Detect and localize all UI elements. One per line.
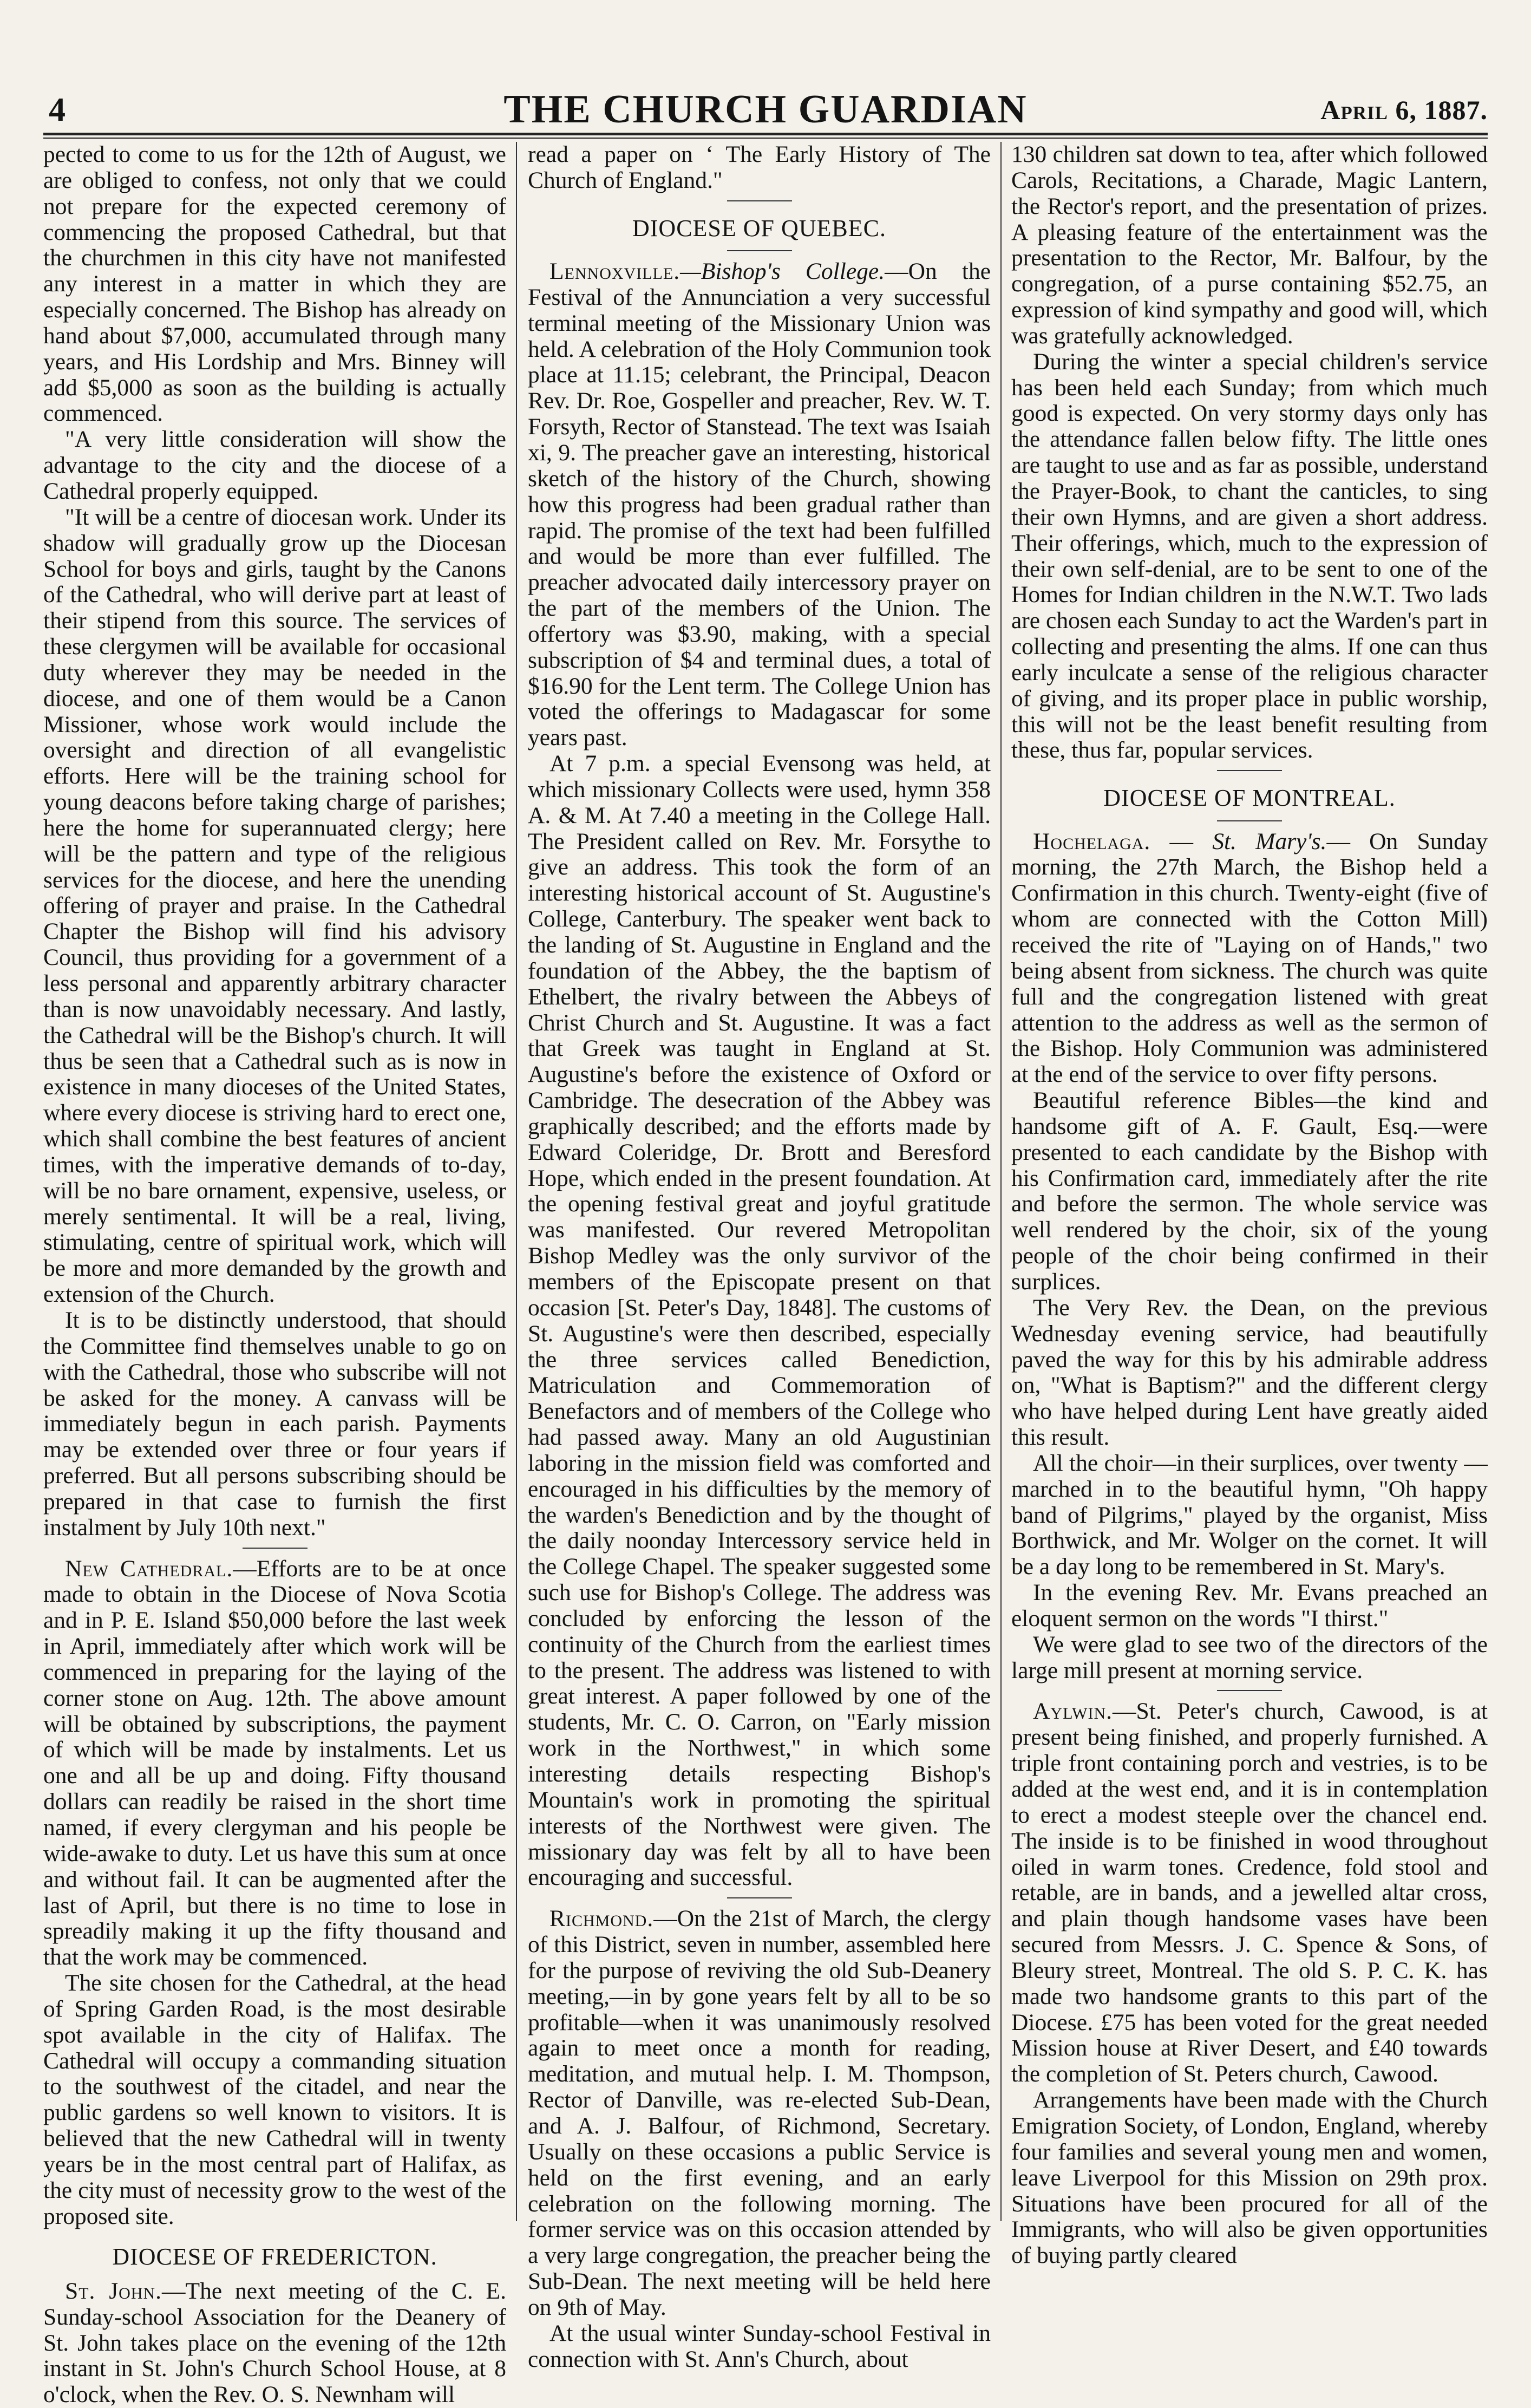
masthead-rule: [43, 133, 1488, 135]
column-1: [43, 141, 506, 2408]
masthead: [43, 87, 1488, 135]
section-divider: [1217, 820, 1282, 821]
section-divider: [243, 1548, 307, 1549]
article-paragraph: We were glad to see two of the directors of the large mill present at morning service.: [1011, 1631, 1488, 1683]
section-divider: [727, 250, 792, 251]
column-divider: [1000, 142, 1002, 2221]
article-paragraph: Richmond.—On the 21st of March, the clergy of this District, seven in number, assembled here for the purpose of reviving the old Sub-Deanery meeting,—in by gone years felt by all to be so profitable—when it was unanimously resolved again to meet once a month for reading, meditation, and mutual help. I. M. Thompson, Rector of Danville, was re-elected Sub-Dean, and A. J. Balfour, of Richmond, Secretary. Usually on these occasions a public Service is held on the first evening, and an early celebration on the following morning. The former service was on this occasion attended by a very large congregation, the preacher being the Sub-Dean. The next meeting will be held here on 9th of May.: [528, 1905, 991, 2320]
article-paragraph: read a paper on ‘ The Early History of The Church of England.": [528, 141, 991, 193]
section-lead: Lennoxville.: [549, 258, 681, 285]
column-divider: [516, 142, 517, 2221]
article-paragraph: During the winter a special children's service has been held each Sunday; from which much good is expected. On very stormy days only has the attendance fallen below fifty. The little ones are taught to use and as far as possible, understand the Prayer-Book, to chant the canticles, to sing their own Hymns, and are given a short address. Their offerings, which, much to the expression of their own self-denial, are to be sent to one of the Homes for Indian children in the N.W.T. Two lads are chosen each Sunday to act the Warden's part in collecting and presenting the alms. If one can thus early inculcate a sense of the religious character of giving, and its proper place in public worship, this will not be the least benefit resulting from these, thus far, popular services.: [1011, 348, 1488, 763]
section-divider: [1217, 770, 1282, 771]
newspaper-title: THE CHURCH GUARDIAN: [503, 87, 1028, 132]
section-divider: [727, 200, 792, 201]
masthead-rule-thin: [43, 138, 1488, 139]
article-paragraph: pected to come to us for the 12th of August, we are obliged to confess, not only that we could not prepare for the expected ceremony of commencing the proposed Cathedral, but that the churchmen in this city have not manifested any interest in a matter in which they are especially concerned. The Bishop has already on hand about $7,000, accumulated through many years, and His Lordship and Mrs. Binney will add $5,000 as soon as the building is actually commenced.: [43, 141, 506, 427]
issue-date: April 6, 1887.: [1320, 95, 1488, 125]
section-divider: [727, 1897, 792, 1898]
article-paragraph: Aylwin.—St. Peter's church, Cawood, is at present being finished, and properly furnished. A triple front containing porch and vestries, is to be added at the west end, and it is in contemplation to erect a modest steeple over the chancel end. The inside is to be finished in wood throughout oiled in warm tones. Credence, fold stool and retable, are in bands, and a jewelled altar cross, and plain though handsome vases have been secured from Messrs. J. C. Spence & Sons, of Bleury street, Montreal. The old S. P. C. K. has made two handsome grants to this part of the Diocese. £75 has been voted for the great needed Mission house at River Desert, and £40 towards the completion of St. Peters church, Cawood.: [1011, 1698, 1488, 2087]
section-divider: [1217, 1690, 1282, 1691]
article-paragraph: New Cathedral.—Efforts are to be at once made to obtain in the Diocese of Nova Scotia and in P. E. Island $50,000 before the last week in April, immediately after which work will be commenced in preparing for the laying of the corner stone on Aug. 12th. The above amount will be obtained by subscriptions, the payment of which will be made by instalments. Let us one and all be up and doing. Fifty thousand dollars can readily be raised in the short time named, if every clergyman and his people be wide-awake to duty. Let us have this sum at once and without fail. It can be augmented after the last of April, but there is no time to lose in spreadily making it up the fifty thousand and that the work may be commenced.: [43, 1555, 506, 1970]
article-paragraph: It is to be distinctly understood, that should the Committee find themselves unable to go on with the Cathedral, those who subscribe will not be asked for the money. A canvass will be immediately begun in each parish. Payments may be extended over three or four years if preferred. But all persons subscribing should be prepared in that case to furnish the first instalment by July 10th next.": [43, 1307, 506, 1541]
article-paragraph: "It will be a centre of diocesan work. Under its shadow will gradually grow up the Diocesan School for boys and girls, taught by the Canons of the Cathedral, who will derive part at least of their stipend from this source. The services of these clergymen will be available for occasional duty wherever they may be needed in the diocese, and one of them would be a Canon Missioner, whose work would include the oversight and direction of all evangelistic efforts. Here will be the training school for young deacons before taking charge of parishes; here the home for superannuated clergy; here will be the pattern and type of the religious services for the diocese, and here the unending offering of prayer and praise. In the Cathedral Chapter the Bishop will find his advisory Council, thus providing for a government of a less personal and apparently arbitrary character than is now unavoidably necessary. And lastly, the Cathedral will be the Bishop's church. It will thus be seen that a Cathedral such as is now in existence in many dioceses of the United States, where every diocese is striving hard to erect one, which shall combine the best features of ancient times, with the imperative demands of to-day, will be no bare ornament, expensive, useless, or merely sentimental. It will be a real, living, stimulating, centre of spiritual work, which will be more and more demanded by the growth and extension of the Church.: [43, 504, 506, 1308]
section-lead: St. John.: [65, 2278, 162, 2304]
page-number: 4: [49, 92, 66, 128]
section-heading: DIOCESE OF MONTREAL.: [1103, 785, 1396, 812]
article-paragraph: 130 children sat down to tea, after which followed Carols, Recitations, a Charade, Magic Lantern, the Rector's report, and the presentation of prizes. A pleasing feature of the entertainment was the presentation to the Rector, Mr. Balfour, by the congregation, of a purse containing $52.75, an expression of kind sympathy and good will, which was gratefully acknowledged.: [1011, 141, 1488, 349]
article-paragraph: Lennoxville.—Bishop's College.—On the Festival of the Annunciation a very successful terminal meeting of the Missionary Union was held. A celebration of the Holy Communion took place at 11.15; celebrant, the Principal, Deacon Rev. Dr. Roe, Gospeller and preacher, Rev. W. T. Forsyth, Rector of Stanstead. The text was Isaiah xi, 9. The preacher gave an interesting, historical sketch of the history of the Church, showing how this progress had been gradual rather than rapid. The promise of the text had been fulfilled and would be more than ever fulfilled. The preacher advocated daily intercessory prayer on the part of the members of the Union. The offertory was $3.90, making, with a special subscription of $4 and terminal dues, a total of $16.90 for the Lent term. The College Union has voted the offerings to Madagascar for some years past.: [528, 258, 991, 751]
section-lead: Richmond.: [549, 1905, 654, 1932]
article-paragraph: The site chosen for the Cathedral, at the head of Spring Garden Road, is the most desirable spot available in the city of Halifax. The Cathedral will occupy a commanding situation to the southwest of the citadel, and near the public gardens so well known to visitors. It is believed that the new Cathedral will in twenty years be in the most central part of Halifax, as the city must of necessity grow to the west of the proposed site.: [43, 1970, 506, 2229]
article-paragraph: At 7 p.m. a special Evensong was held, at which missionary Collects were used, hymn 358 A. & M. At 7.40 a meeting in the College Hall. The President called on Rev. Mr. Forsythe to give an address. This took the form of an interesting historical account of St. Augustine's College, Canterbury. The speaker went back to the landing of St. Augustine in England and the foundation of the Abbey, the the baptism of Ethelbert, the rivalry between the Abbeys of Christ Church and St. Augustine. It was a fact that Greek was taught in England at St. Augustine's before the existence of Oxford or Cambridge. The desecration of the Abbey was graphically described; and the efforts made by Edward Coleridge, Dr. Brott and Beresford Hope, which ended in the present foundation. At the opening festival great and joyful gratitude was manifested. Our revered Metropolitan Bishop Medley was the only survivor of the members of the Episcopate present on that occasion [St. Peter's Day, 1848]. The customs of St. Augustine's were then described, especially the three services called Benediction, Matriculation and Commemoration of Benefactors and of members of the College who had passed away. Many an old Augustinian laboring in the mission field was comforted and encouraged in his difficulties by the memory of the warden's Benediction and by the thought of the daily noonday Intercessory service held in the College Chapel. The speaker suggested some such use for Bishop's College. The address was concluded by enforcing the lesson of the continuity of the Church from the earliest times to the present. The address was listened to with great interest. A paper followed by one of the students, Mr. C. O. Carron, on "Early mission work in the Northwest," in which some interesting details respecting Bishop's Mountain's work in promoting the spiritual interests of the Northwest were given. The missionary day was felt by all to have been encouraging and successful.: [528, 751, 991, 1891]
section-lead: Hochelaga.: [1033, 828, 1151, 854]
section-heading: DIOCESE OF QUEBEC.: [632, 214, 887, 242]
section-lead: Aylwin.: [1033, 1698, 1113, 1725]
section-heading: DIOCESE OF FREDERICTON.: [112, 2243, 437, 2270]
article-paragraph: Arrangements have been made with the Church Emigration Society, of London, England, whereby four families and several young men and women, leave Liverpool for this Mission on 29th prox. Situations have been procured for all of the Immigrants, who will also be given opportunities of buying partly cleared: [1011, 2087, 1488, 2269]
article-paragraph: In the evening Rev. Mr. Evans preached an eloquent sermon on the words "I thirst.": [1011, 1580, 1488, 1632]
section-lead: New Cathedral.: [65, 1555, 233, 1582]
column-3: [1011, 141, 1488, 2269]
article-paragraph: The Very Rev. the Dean, on the previous Wednesday evening service, had beautifully paved the way for this by his admirable address on, "What is Baptism?" and the different clergy who have helped during Lent have greatly aided this result.: [1011, 1294, 1488, 1451]
article-paragraph: At the usual winter Sunday-school Festival in connection with St. Ann's Church, about: [528, 2320, 991, 2372]
column-2: [528, 141, 991, 2372]
article-paragraph: St. John.—The next meeting of the C. E. Sunday-school Association for the Deanery of St. John takes place on the evening of the 12th instant in St. John's Church School House, at 8 o'clock, when the Rev. O. S. Newnham will: [43, 2278, 506, 2408]
article-paragraph: Beautiful reference Bibles—the kind and handsome gift of A. F. Gault, Esq.—were presented to each candidate by the Bishop with his Confirmation card, immediately after the rite and before the sermon. The whole service was well rendered by the choir, six of the young people of the choir being confirmed in their surplices.: [1011, 1087, 1488, 1295]
article-paragraph: All the choir—in their surplices, over twenty —marched in to the beautiful hymn, "Oh happy band of Pilgrims," played by the organist, Miss Borthwick, and Mr. Wolger on the cornet. It will be a day long to be remembered in St. Mary's.: [1011, 1450, 1488, 1580]
article-paragraph: Hochelaga. — St. Mary's.— On Sunday morning, the 27th March, the Bishop held a Confirmation in this church. Twenty-eight (five of whom are connected with the Cotton Mill) received the rite of "Laying on of Hands," two being absent from sickness. The church was quite full and the congregation listened with great attention to the address as well as the sermon of the Bishop. Holy Communion was administered at the end of the service to over fifty persons.: [1011, 828, 1488, 1088]
article-paragraph: "A very little consideration will show the advantage to the city and the diocese of a Cathedral properly equipped.: [43, 426, 506, 504]
